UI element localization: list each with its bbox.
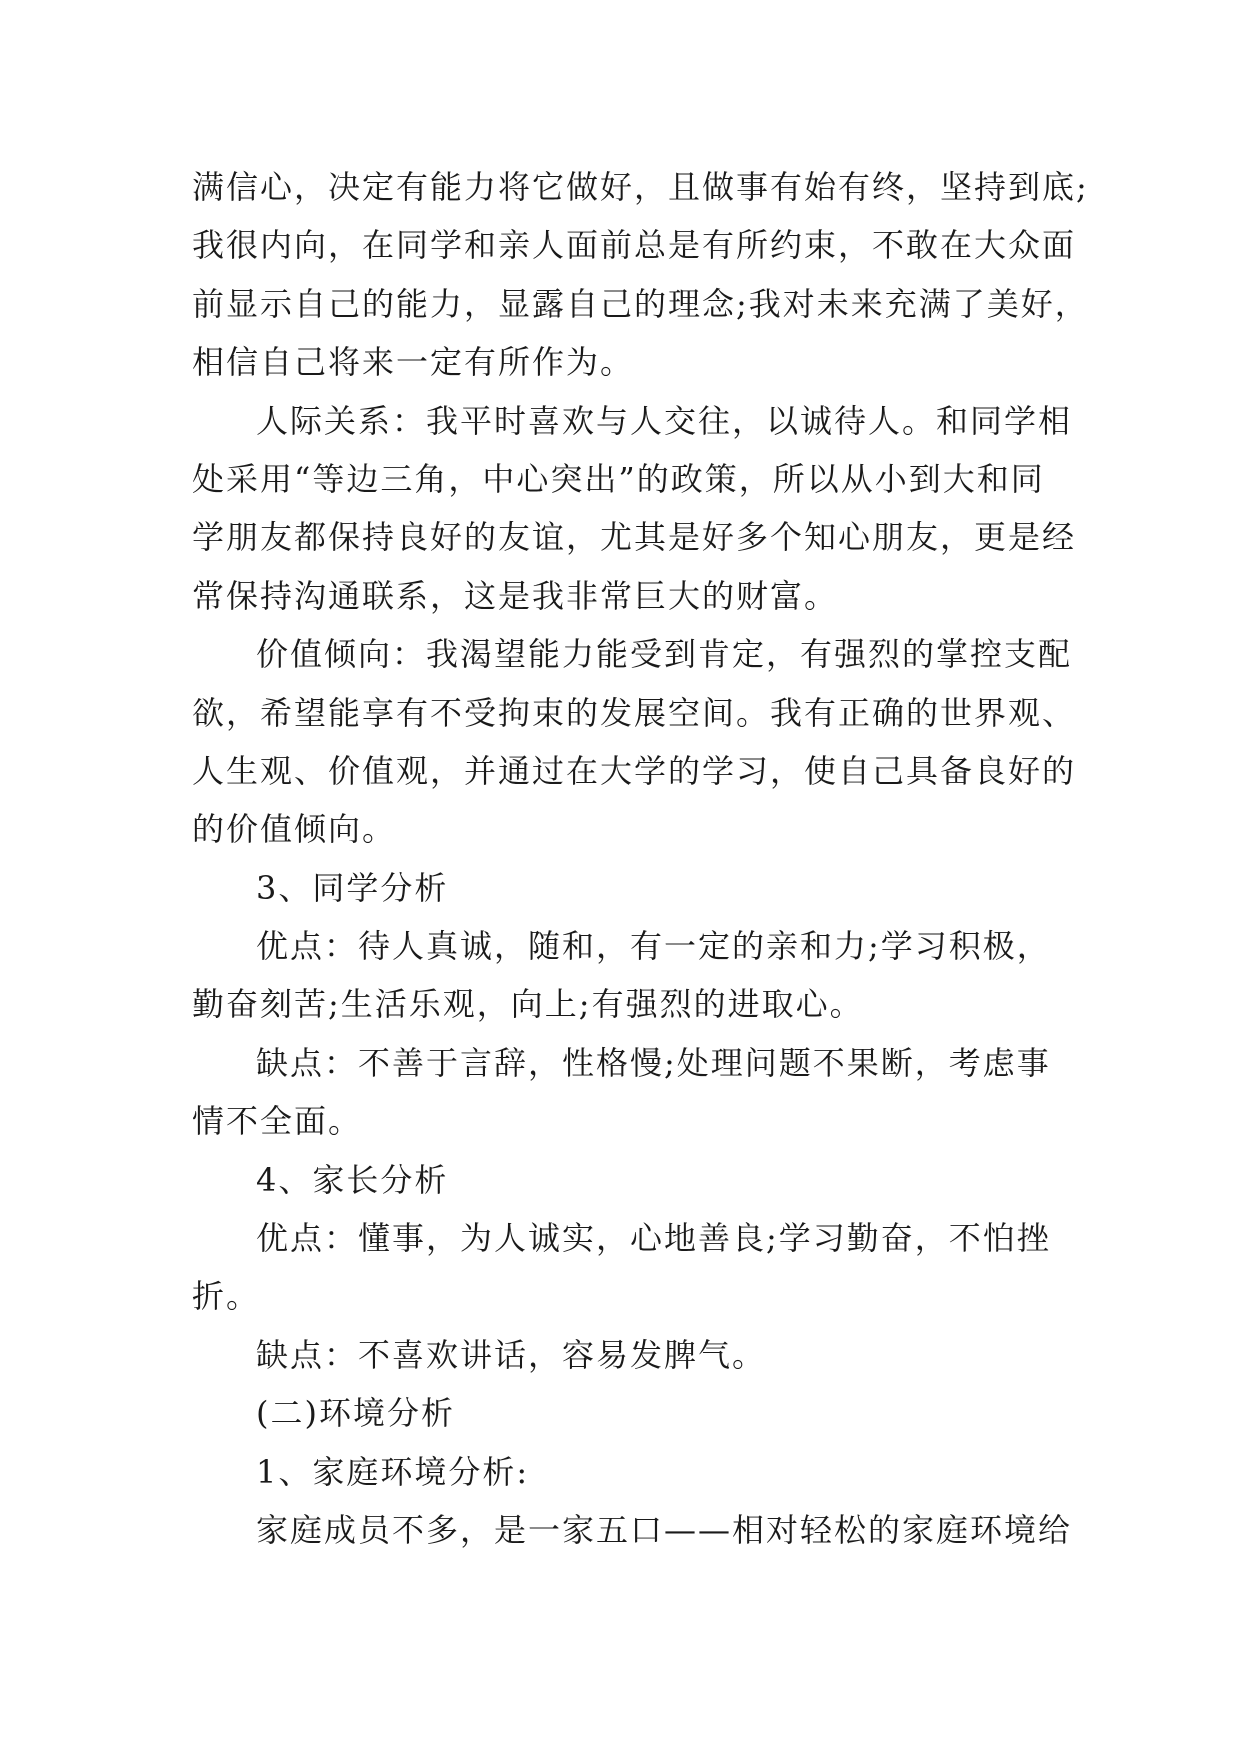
document-body	[192, 158, 1089, 1559]
section-heading: 1、家庭环境分析:	[256, 1452, 530, 1491]
text-line: 折。	[192, 1277, 261, 1316]
paragraph-first-line: 价值倾向：我渴望能力能受到肯定，有强烈的掌控支配	[256, 635, 1073, 674]
text-line: 学朋友都保持良好的友谊，尤其是好多个知心朋友，更是经	[192, 518, 1077, 557]
text-line: 处采用“等边三角，中心突出”的政策，所以从小到大和同	[192, 459, 1045, 498]
text-line: 前显示自己的能力，显露自己的理念;我对未来充满了美好，	[192, 284, 1089, 323]
text-line: 我很内向，在同学和亲人面前总是有所约束，不敢在大众面	[192, 226, 1077, 265]
text-line: 欲，希望能享有不受拘束的发展空间。我有正确的世界观、	[192, 693, 1077, 732]
text-line: 满信心，决定有能力将它做好，且做事有始有终，坚持到底;	[192, 168, 1089, 206]
text-line: 情不全面。	[192, 1102, 363, 1141]
text-line: 相信自己将来一定有所作为。	[192, 343, 635, 382]
paragraph-first-line: 人际关系：我平时喜欢与人交往，以诚待人。和同学相	[256, 401, 1073, 440]
paragraph-first-line: 缺点：不喜欢讲话，容易发脾气。	[256, 1335, 767, 1374]
section-heading: 3、同学分析	[256, 868, 449, 907]
paragraph-first-line: 缺点：不善于言辞，性格慢;处理问题不果断，考虑事	[256, 1043, 1051, 1082]
paragraph-first-line: 优点：待人真诚，随和，有一定的亲和力;学习积极，	[256, 927, 1051, 966]
paragraph-first-line: 优点：懂事，为人诚实，心地善良;学习勤奋，不怕挫	[256, 1219, 1051, 1258]
text-line: 常保持沟通联系，这是我非常巨大的财富。	[192, 576, 839, 615]
text-line: 勤奋刻苦;生活乐观，向上;有强烈的进取心。	[192, 985, 864, 1024]
section-heading: (二)环境分析	[256, 1394, 455, 1433]
section-heading: 4、家长分析	[256, 1160, 449, 1199]
text-line: 的价值倾向。	[192, 810, 397, 849]
paragraph-first-line: 家庭成员不多，是一家五口——相对轻松的家庭环境给	[256, 1510, 1073, 1549]
text-line: 人生观、价值观，并通过在大学的学习，使自己具备良好的	[192, 751, 1077, 790]
